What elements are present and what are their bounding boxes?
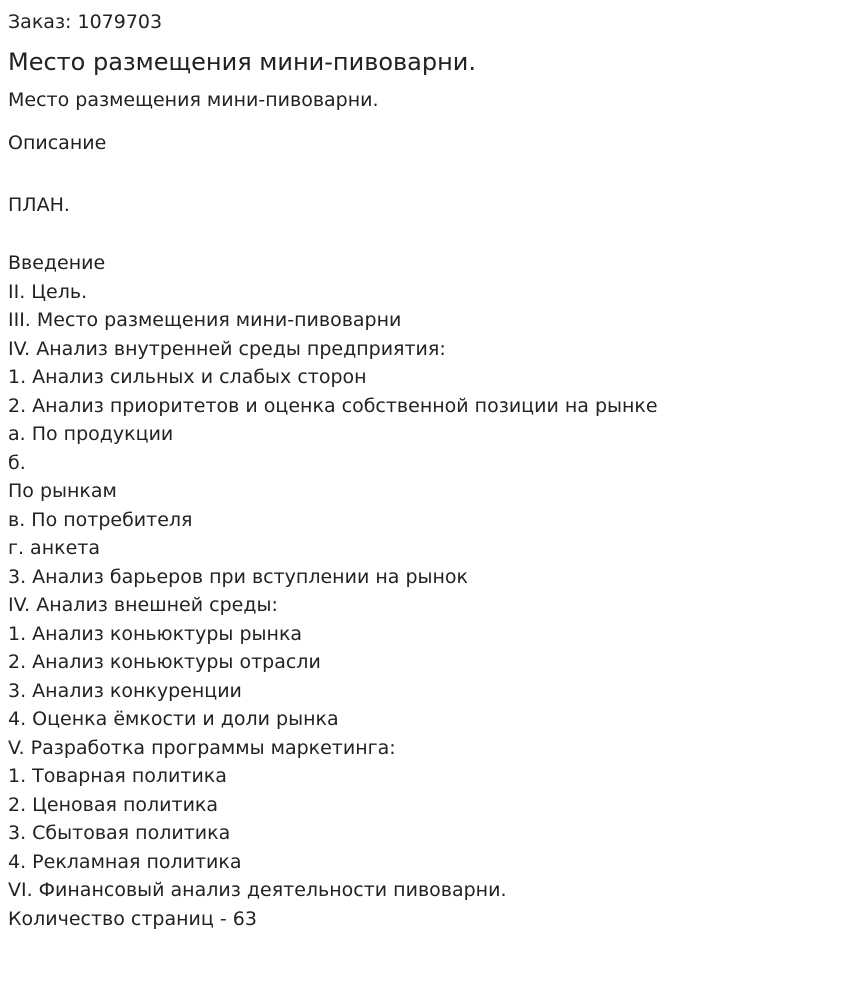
description-heading: Описание [8, 132, 107, 154]
plan-item: 4. Оценка ёмкости и доли рынка [8, 708, 339, 730]
plan-item: в. По потребителя [8, 508, 193, 531]
plan-item: а. По продукции [8, 423, 174, 445]
plan-item: IV. Анализ внешней среды: [8, 594, 278, 616]
page-title: Место размещения мини-пивоварни. [8, 48, 477, 76]
plan-item: 1. Товарная политика [8, 765, 227, 787]
plan-item: 2. Анализ коньюктуры отрасли [8, 651, 321, 673]
plan-item: 1. Анализ сильных и слабых сторон [8, 366, 367, 388]
plan-item: 1. Анализ коньюктуры рынка [8, 622, 303, 645]
plan-item: 4. Рекламная политика [8, 850, 242, 873]
order-number: Заказ: 1079703 [8, 11, 163, 33]
plan-item: IV. Анализ внутренней среды предприятия: [8, 337, 446, 360]
plan-item: III. Место размещения мини-пивоварни [8, 309, 402, 331]
plan-item: г. анкета [8, 537, 101, 559]
plan-item: 3. Анализ барьеров при вступлении на рынок [8, 565, 469, 588]
plan-item: б. [8, 451, 26, 474]
plan-item: 2. Анализ приоритетов и оценка собственной позиции на рынке [8, 394, 658, 417]
plan-item: Введение [8, 252, 106, 274]
plan-item: По рынкам [8, 480, 117, 502]
plan-heading: ПЛАН. [8, 194, 70, 216]
page-subtitle: Место размещения мини-пивоварни. [8, 89, 379, 111]
plan-item: 3. Анализ конкуренции [8, 679, 242, 702]
plan-list [8, 249, 658, 933]
plan-item: 2. Ценовая политика [8, 793, 219, 816]
plan-item: V. Разработка программы маркетинга: [8, 736, 396, 759]
plan-item: 3. Сбытовая политика [8, 822, 231, 844]
plan-item: II. Цель. [8, 280, 88, 303]
plan-item: VI. Финансовый анализ деятельности пивоварни. [8, 879, 507, 901]
plan-item: Количество страниц - 63 [8, 907, 257, 930]
